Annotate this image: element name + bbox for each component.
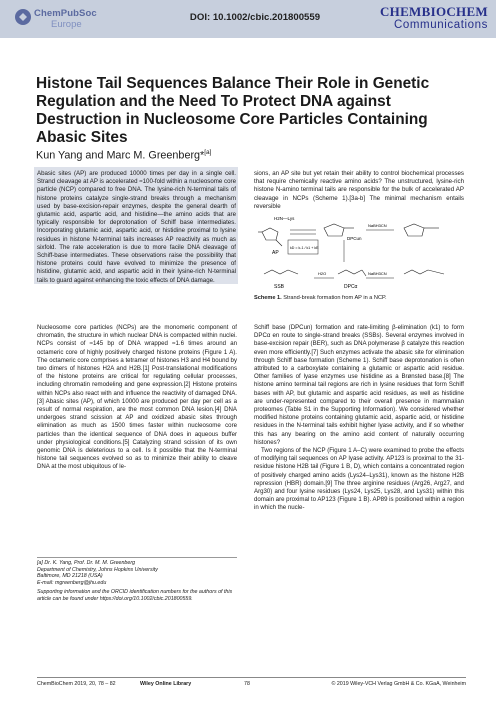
body-left-column: Nucleosome core particles (NCPs) are the monomeric component of chromatin, the structure in which nuclear DNA is compacted within nuclei. NCPs consist of ≈145 bp of DNA wrapped ≈1.6 times around an octameric core of highly positively charged histone proteins (Figure 1 A). The octameric core comprises a tetramer of histones H3 and H4 bound by two dimers of histones H2A and H2B.[1] Post-translational modifications of the histone proteins are critical for regulating cellular processes, including chromatin remodeling and gene expression.[2] Histone proteins within NCPs also react with and influence the reactivity of damaged DNA.[3] Abasic sites (AP), of which 10000 are produced per day per cell as a result of normal respiration, are the most common DNA lesion.[4] DNA undergoes strand scission at AP and oxidized abasic sites through elimination as much as 1500 times faster within nucleosome core particles than the identical sequence of DNA does in aqueous buffer under physiological conditions.[5] Catalyzing strand scission of its own genomic DNA is deleterious to a cell. Is it possible that the N-terminal histone tail sequences evolved so as to minimize their ability to cleave DNA at the most ubiquitous of le- <box>37 324 237 471</box>
reduced-product-bottom <box>404 270 444 274</box>
footer-wiley-link[interactable]: Wiley Online Library <box>140 681 192 687</box>
body-right-paragraph-1: Schiff base (DPCun) formation and rate-limiting β-elimination (k1) to form DPCα en route to single-strand breaks (SSBs). Several enzymes involved in base-excision repair (BER), such as DNA polymerase β catalyze this reaction even more efficiently.[7] Such enzymes activate the abasic site for elimination through Schiff base formation (Scheme 1). Schiff base deprotonation is often attributed to a carboxylate containing a glutamic or aspartic acid residue. Other families of lyase enzymes use histidine as a Brønsted base.[8] The histone amino terminal tail regions are rich in lysine residues that form Schiff bases with AP, but glutamic and aspartic acid residues, as well as histidine are under-represented compared to their overall presence in mammalian proteomes (Table S1 in the Supporting Information). We considered whether modified histone proteins containing glutamic acid, aspartic acid, or histidine residues in the N-terminal tails exhibit higher lyase activity, and if so whether this has any bearing on the amino acid content of naturally occurring histones? <box>254 324 464 446</box>
journal-name: CHEMBIOCHEM <box>379 4 488 19</box>
scheme-1-figure <box>254 210 464 292</box>
footer-copyright: © 2019 Wiley-VCH Verlag GmbH & Co. KGaA, Weinheim <box>331 681 466 687</box>
chempubsoc-logo-icon <box>14 8 32 26</box>
rate-constant-expression: kD = k-1 / k1 + kE <box>290 246 319 250</box>
abstract-text: Abasic sites (AP) are produced 10000 times per day in a single cell. Strand cleavage at AP is accelerated ≈100-fold within a nucleosome core particle (NCP) compared to free DNA. The lysine-rich N-terminal tails of histone proteins catalyze single-strand breaks through a mechanism used by base-excision-repair enzymes, despite the general dearth of glutamic acid, aspartic acid, and histidine—the amino acids that are typically responsible for deprotonation of Schiff base intermediates. Incorporating glutamic acid, aspartic acid, or histidine proximal to lysine residues in histone N-terminal tails increases AP reactivity as much as sixfold. The rate acceleration is due to more facile DNA cleavage of Schiff-base intermediates. These observations raise the possibility that histone proteins could have evolved to minimize the presence of histidine, glutamic acid, and aspartic acid in their lysine-rich N-terminal tails to guard against enhancing the toxic effects of DNA damage. <box>37 170 236 284</box>
author-line: Kun Yang and Marc M. Greenberg*[a] <box>36 149 212 162</box>
article-title: Histone Tail Sequences Balance Their Role in Genetic Regulation and the Need To Protect DNA against Destruction in Nucleosome Core Particles Containing Abasic Sites <box>36 75 430 146</box>
ap-structure <box>258 228 282 246</box>
body-right-column <box>254 324 464 513</box>
publisher-region: Europe <box>51 19 82 30</box>
reduced-product-top <box>404 224 439 236</box>
water-label: H2O <box>318 271 327 276</box>
publisher-logo <box>14 6 129 32</box>
publisher-name: ChemPubSoc <box>34 8 97 19</box>
dpc-a-structure <box>338 270 366 276</box>
affiliation-text: [a] Dr. K. Yang, Prof. Dr. M. M. Greenberg Department of Chemistry, Johns Hopkins University Baltimore, MD 21218 (USA) E-mail: mgreenberg@jhu.edu <box>37 560 158 586</box>
right-column-intro: sions, an AP site but yet retain their ability to control biochemical processes that require chemically reactive amino acids? The unstructured, lysine-rich histone N-amino terminal tails are responsible for the bulk of accelerated AP cleavage in NCPs (Scheme 1).[3a-b] The minimal mechanism entails reversible <box>254 170 464 210</box>
label-ssb: SSB <box>274 284 285 290</box>
label-ap: AP <box>272 250 279 256</box>
amine-label: H2N—Lys <box>274 216 295 221</box>
reagent-top: NaBH3CN <box>368 223 387 228</box>
reagent-bottom: NaBH3CN <box>368 271 387 276</box>
scheme-caption: Scheme 1. Strand-break formation from AP in a NCP. <box>254 295 387 301</box>
affiliation-block <box>37 560 237 603</box>
body-right-paragraph-2: Two regions of the NCP (Figure 1 A–C) were examined to probe the effects of modifying tail sequences on AP lyase activity. AP123 is proximal to the 31-residue histone H2B tail (Figure 1 B, D), which contains a concentrated region of positively charged amino acids (Lys24–Lys31), known as the histone H2B repression (HBR) domain.[9] The three arginine residues (Arg26, Arg27, and Arg30) and four lysine residues (Lys24, Lys25, Lys28, and Lys31) within this domain are proximal to AP123 (Figure 1 B). AP89 is positioned within a region in which the nucle- <box>254 447 465 512</box>
footer-citation: ChemBioChem 2019, 20, 78 – 82 <box>37 681 116 687</box>
footer-divider <box>37 677 466 678</box>
footnote-divider <box>37 557 237 558</box>
supporting-info-note[interactable]: Supporting information and the ORCID identification numbers for the authors of this article can be found under https://doi.org/10.1002/cbic.201800559. <box>37 589 233 602</box>
label-dpc-un: DPCun <box>347 236 362 241</box>
doi-line[interactable]: DOI: 10.1002/cbic.201800559 <box>189 12 321 23</box>
footer-page-number: 78 <box>244 681 250 687</box>
dpc-un-structure <box>324 224 354 236</box>
article-type: Communications <box>393 19 488 31</box>
affiliation-ref[interactable]: [a] <box>204 149 212 156</box>
label-dpc-a: DPCα <box>344 284 358 290</box>
journal-logo <box>380 5 488 32</box>
ssb-structure <box>264 270 298 274</box>
